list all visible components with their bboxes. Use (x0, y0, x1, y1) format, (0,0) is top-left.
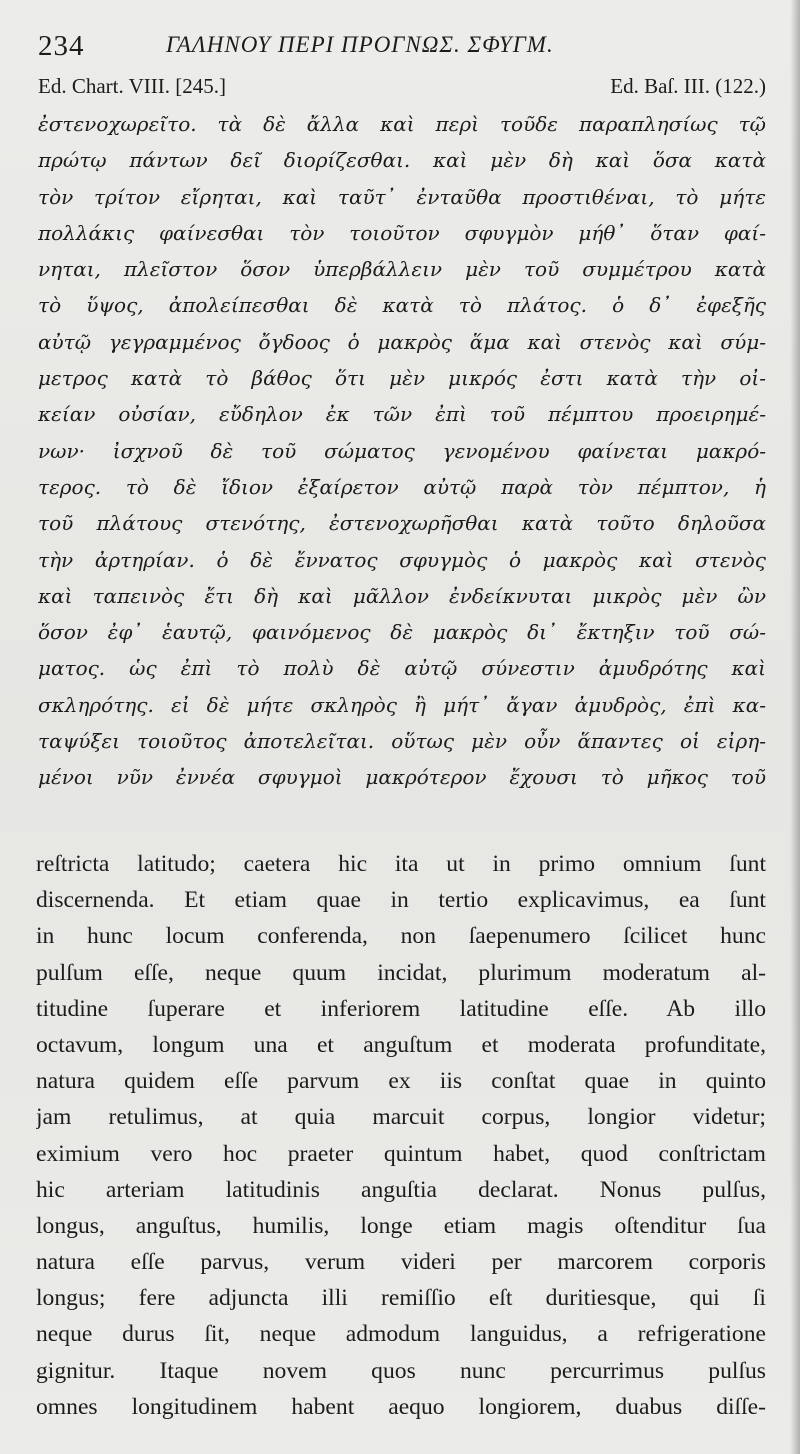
greek-text-line: τερος. τὸ δὲ ἴδιον ἐξαίρετον αὐτῷ παρὰ τὸν πέμπτον, ἡ (38, 474, 766, 499)
latin-text-line: natura eſſe parvus, verum videri per marcorem corporis (36, 1249, 766, 1276)
greek-text-line: μένοι νῦν ἐννέα σφυγμοὶ μακρότερον ἔχουσι τὸ μῆκος τοῦ (38, 765, 766, 790)
latin-text-line: gignitur. Itaque novem quos nunc percurrimus pulſus (36, 1357, 766, 1384)
running-title: ΓΑΛΗΝΟΥ ΠΕΡΙ ΠΡΟΓΝΩΣ. ΣΦΥΓΜ. (166, 32, 554, 57)
greek-text-line: ἐστενοχωρεῖτο. τὰ δὲ ἄλλα καὶ περὶ τοῦδε παραπλησίως τῷ (38, 112, 766, 136)
greek-text-line: πολλάκις φαίνεσθαι τὸν τοιοῦτον σφυγμὸν μήθ᾽ ὅταν φαί- (38, 220, 766, 245)
latin-text-line: titudine ſuperare et inferiorem latitudine eſſe. Ab illo (36, 995, 766, 1022)
latin-translation-block (36, 846, 766, 1425)
latin-text-line: octavum, longum una et anguſtum et moderata profunditate, (36, 1031, 766, 1058)
latin-text-line: reſtricta latitudo; caetera hic ita ut in primo omnium ſunt (36, 851, 766, 877)
greek-text-line: νων· ἰσχνοῦ δὲ τοῦ σώματος γενομένου φαίνεται μακρό- (38, 438, 766, 463)
greek-text-line: τοῦ πλάτους στενότης, ἐστενοχωρῆσθαι κατὰ τοῦτο δηλοῦσα (38, 511, 766, 536)
greek-text-line: ματος. ὡς ἐπὶ τὸ πολὺ δὲ αὐτῷ σύνεστιν ἀμυδρότης καὶ (38, 656, 766, 681)
greek-text-line: αὐτῷ γεγραμμένος ὄγδοος ὁ μακρὸς ἅμα καὶ στενὸς καὶ σύμ- (38, 329, 766, 354)
latin-text-line: neque durus ſit, neque admodum languidus, a refrigeratione (36, 1321, 766, 1348)
greek-text-line: ὅσον ἐφ᾽ ἑαυτῷ, φαινόμενος δὲ μακρὸς δι᾽ ἔκτηξιν τοῦ σώ- (38, 620, 766, 645)
greek-text-line: τὴν ἀρτηρίαν. ὁ δὲ ἔννατος σφυγμὸς ὁ μακρὸς καὶ στενὸς (38, 547, 766, 572)
latin-text-line: in hunc locum conferenda, non ſaepenumero ſcilicet hunc (36, 923, 766, 950)
page-number: 234 (38, 30, 85, 62)
latin-text-line: jam retulimus, at quia marcuit corpus, longior videtur; (36, 1104, 766, 1131)
latin-text-line: longus; fere adjuncta illi remiſſio eſt duritiesque, qui ſi (36, 1285, 766, 1312)
latin-text-line: natura quidem eſſe parvum ex iis conſtat quae in quinto (36, 1068, 766, 1095)
page-header (38, 28, 766, 64)
latin-text-line: eximium vero hoc praeter quintum habet, quod conſtrictam (36, 1140, 766, 1167)
greek-text-line: τὸ ὕψος, ἀπολείπεσθαι δὲ κατὰ τὸ πλάτος. ὁ δ᾽ ἐφεξῆς (38, 293, 766, 318)
greek-text-line: ταψύξει τοιοῦτος ἀποτελεῖται. οὕτως μὲν οὖν ἅπαντες οἱ εἰρη- (38, 729, 766, 754)
latin-text-line: omnes longitudinem habent aequo longiorem, duabus diſſe- (36, 1393, 766, 1420)
latin-text-line: longus, anguſtus, humilis, longe etiam magis oſtenditur ſua (36, 1212, 766, 1239)
latin-text-line: discernenda. Et etiam quae in tertio explicavimus, ea ſunt (36, 887, 766, 914)
greek-text-block (38, 106, 766, 796)
edition-references (38, 74, 766, 104)
greek-text-line: σκληρότης. εἰ δὲ μήτε σκληρὸς ἢ μήτ᾽ ἄγαν ἀμυδρὸς, ἐπὶ κα- (38, 692, 766, 717)
page-edge-shadow (790, 0, 800, 1454)
greek-text-line: μετρος κατὰ τὸ βάθος ὅτι μὲν μικρός ἐστι κατὰ τὴν οἰ- (38, 366, 766, 391)
edition-chartier: Ed. Chart. VIII. [245.] (38, 74, 226, 98)
greek-text-line: καὶ ταπεινὸς ἔτι δὴ καὶ μᾶλλον ἐνδείκνυται μικρὸς μὲν ὢν (38, 583, 766, 608)
greek-text-line: τὸν τρίτον εἴρηται, καὶ ταῦτ᾽ ἐνταῦθα προστιθέναι, τὸ μήτε (38, 184, 766, 209)
greek-text-line: κείαν οὐσίαν, εὔδηλον ἐκ τῶν ἐπὶ τοῦ πέμπτου προειρημέ- (38, 402, 766, 427)
edition-basel: Ed. Baſ. III. (122.) (610, 74, 766, 98)
latin-text-line: hic arteriam latitudinis anguſtia declarat. Nonus pulſus, (36, 1176, 766, 1203)
greek-text-line: νηται, πλεῖστον ὅσον ὑπερβάλλειν μὲν τοῦ συμμέτρου κατὰ (38, 257, 766, 282)
latin-text-line: pulſum eſſe, neque quum incidat, plurimum moderatum al- (36, 959, 766, 986)
greek-text-line: πρώτῳ πάντων δεῖ διορίζεσθαι. καὶ μὲν δὴ καὶ ὅσα κατὰ (38, 148, 766, 173)
